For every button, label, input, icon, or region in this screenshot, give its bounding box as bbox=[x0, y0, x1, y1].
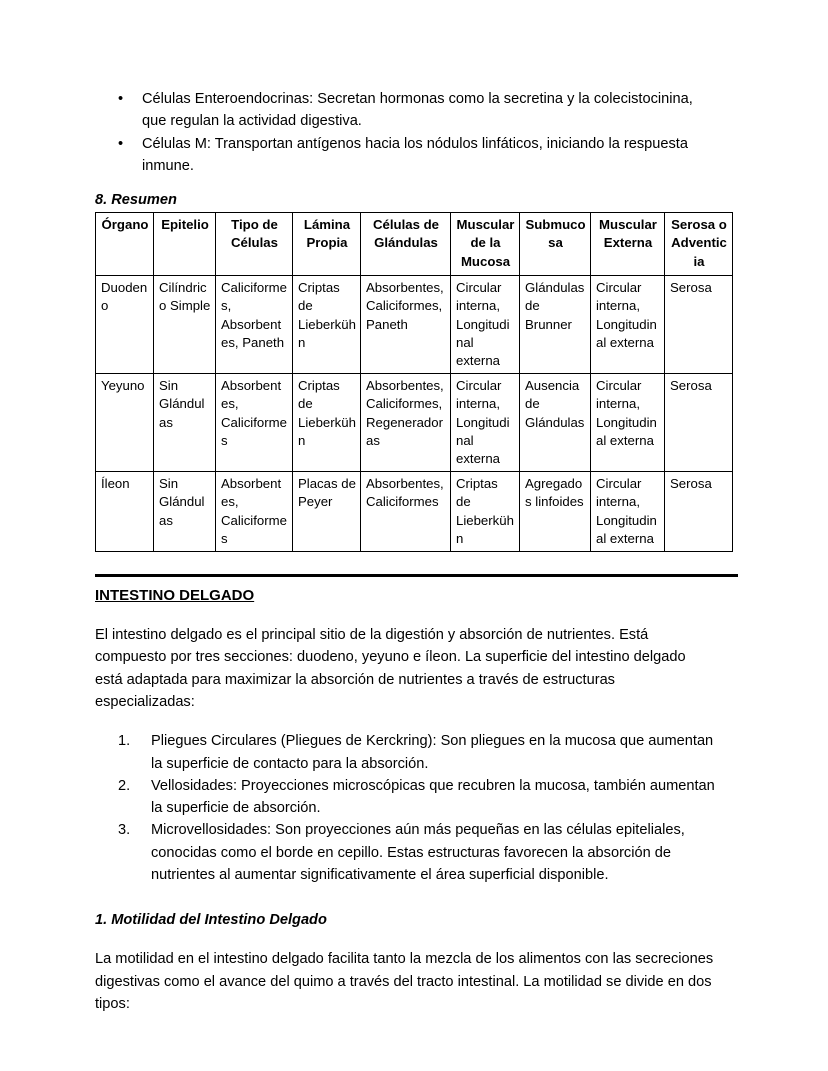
table-cell: Absorbentes, Caliciformes, Regeneradoras bbox=[361, 374, 451, 472]
table-cell: Absorbentes, Caliciformes bbox=[361, 472, 451, 552]
section-title-wrapper bbox=[95, 577, 715, 606]
column-header-muscular-de-la-mucosa: Muscular de la Mucosa bbox=[451, 213, 520, 276]
column-header-celulas-de-glandulas: Células de Glándulas bbox=[361, 213, 451, 276]
column-header-muscular-externa: Muscular Externa bbox=[591, 213, 665, 276]
table-cell: Circular interna, Longitudinal externa bbox=[591, 472, 665, 552]
table-cell: Circular interna, Longitudinal externa bbox=[451, 276, 520, 374]
list-item: • Células Enteroendocrinas: Secretan hormonas como la secretina y la colecistocinina, que regulan la actividad digestiva. bbox=[95, 88, 715, 133]
column-header-tipo-de-celulas: Tipo de Células bbox=[216, 213, 293, 276]
table-cell: Yeyuno bbox=[96, 374, 154, 472]
table-cell: Duodeno bbox=[96, 276, 154, 374]
table-cell: Glándulas de Brunner bbox=[520, 276, 591, 374]
sub-heading-motilidad: 1. Motilidad del Intestino Delgado bbox=[95, 912, 327, 929]
table-cell: Serosa bbox=[665, 472, 733, 552]
table-cell: Circular interna, Longitudinal externa bbox=[591, 374, 665, 472]
column-header-organo: Órgano bbox=[96, 213, 154, 276]
table-cell: Ausencia de Glándulas bbox=[520, 374, 591, 472]
cell-types-bullet-list bbox=[95, 88, 715, 177]
table-header-row bbox=[96, 213, 733, 276]
document-content bbox=[95, 88, 727, 1015]
table-cell: Criptas de Lieberkühn bbox=[451, 472, 520, 552]
table-cell: Sin Glándulas bbox=[154, 374, 216, 472]
table-cell: Serosa bbox=[665, 374, 733, 472]
list-item bbox=[95, 730, 715, 775]
column-header-epitelio: Epitelio bbox=[154, 213, 216, 276]
table-row bbox=[96, 374, 733, 472]
list-item-text: Microvellosidades: Son proyecciones aún más pequeñas en las células epiteliales, conocidas como el borde en cepillo. Estas estructuras favorecen la absorción de nutrientes al aumentar significativamente el área superficial disponible. bbox=[151, 822, 685, 883]
table-cell: Caliciformes, Absorbentes, Paneth bbox=[216, 276, 293, 374]
list-item: • Células M: Transportan antígenos hacia los nódulos linfáticos, iniciando la respuesta inmune. bbox=[95, 133, 715, 178]
table-cell: Serosa bbox=[665, 276, 733, 374]
list-item bbox=[95, 775, 715, 820]
table-cell: Criptas de Lieberkühn bbox=[293, 374, 361, 472]
table-cell: Íleon bbox=[96, 472, 154, 552]
intro-paragraph: El intestino delgado es el principal sitio de la digestión y absorción de nutrientes. Está compuesto por tres secciones: duodeno, yeyuno e íleon. La superficie del intestino delgado está adaptada para maximizar la absorción de nutrientes a través de estructuras especializadas: bbox=[95, 627, 686, 710]
column-header-submucosa: Submucosa bbox=[520, 213, 591, 276]
list-item bbox=[95, 819, 715, 886]
table-row bbox=[96, 472, 733, 552]
list-item-number: 3. bbox=[118, 822, 131, 839]
column-header-lamina-propia: Lámina Propia bbox=[293, 213, 361, 276]
table-cell: Agregados linfoides bbox=[520, 472, 591, 552]
resumen-heading: 8. Resumen bbox=[95, 192, 177, 209]
column-header-serosa-o-adventicia: Serosa o Adventicia bbox=[665, 213, 733, 276]
list-item-text: Pliegues Circulares (Pliegues de Kerckring): Son pliegues en la mucosa que aumentan la superficie de contacto para la absorción. bbox=[151, 733, 714, 772]
structures-numbered-list bbox=[95, 730, 715, 886]
list-item-text: Vellosidades: Proyecciones microscópicas que recubren la mucosa, también aumentan la superficie de absorción. bbox=[151, 777, 715, 817]
table-cell: Cilíndrico Simple bbox=[154, 276, 216, 374]
list-item-number: 1. bbox=[118, 733, 131, 750]
table-cell: Absorbentes, Caliciformes, Paneth bbox=[361, 276, 451, 374]
table-cell: Sin Glándulas bbox=[154, 472, 216, 552]
section-title: INTESTINO DELGADO bbox=[95, 587, 255, 605]
table-cell: Circular interna, Longitudinal externa bbox=[451, 374, 520, 472]
table-cell: Absorbentes, Caliciformes bbox=[216, 374, 293, 472]
list-item-number: 2. bbox=[118, 777, 131, 794]
table-cell: Circular interna, Longitudinal externa bbox=[591, 276, 665, 374]
summary-table bbox=[95, 212, 733, 552]
table-cell: Absorbentes, Caliciformes bbox=[216, 472, 293, 552]
table-row bbox=[96, 276, 733, 374]
table-cell: Criptas de Lieberkühn bbox=[293, 276, 361, 374]
table-cell: Placas de Peyer bbox=[293, 472, 361, 552]
closing-paragraph: La motilidad en el intestino delgado facilita tanto la mezcla de los alimentos con las secreciones digestivas como el avance del quimo a través del tracto intestinal. La motilidad se divide en dos tipos: bbox=[95, 951, 714, 1012]
